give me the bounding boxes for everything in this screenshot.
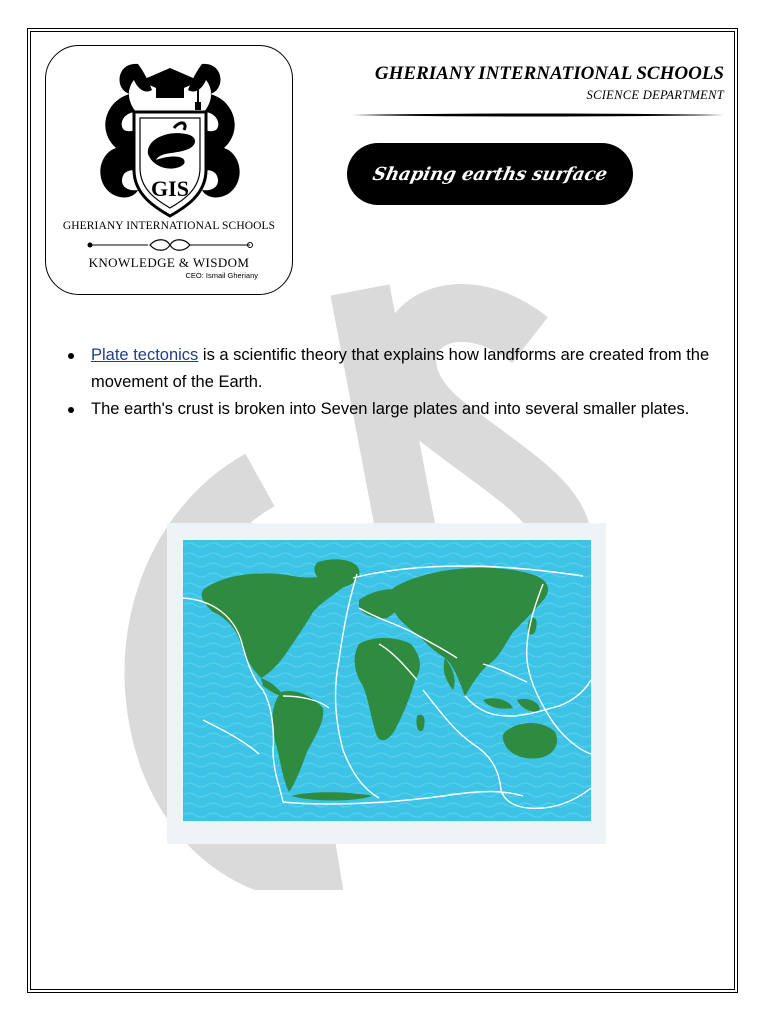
bullet-text: The earth's crust is broken into Seven large plates and into several smaller plates. [91,400,690,418]
logo-ceo: CEO: Ismail Gheriany [185,271,258,280]
header-rule [352,113,724,117]
logo-motto: KNOWLEDGE & WISDOM [88,255,250,270]
list-item [60,342,720,396]
header-school-title: GHERIANY INTERNATIONAL SCHOOLS [374,63,724,84]
tectonic-plates-map [167,523,606,844]
world-plates-map-image [183,540,591,821]
svg-text:GIS: GIS [151,176,189,201]
logo-school-name: GHERIANY INTERNATIONAL SCHOOLS [62,220,276,232]
school-logo [45,45,293,295]
header-department: SCIENCE DEPARTMENT [586,88,724,102]
ornament-divider-icon [86,238,254,252]
crest-emblem-icon [76,50,264,220]
list-item [60,396,720,423]
lesson-title-banner [347,143,633,205]
bullet-text: is a scientific theory that explains how landforms are created from the movement of the Earth. [91,346,710,391]
lesson-title-text: Shaping earths surface [370,163,610,185]
plate-tectonics-link[interactable]: Plate tectonics [91,346,199,364]
bullet-list [60,342,720,423]
